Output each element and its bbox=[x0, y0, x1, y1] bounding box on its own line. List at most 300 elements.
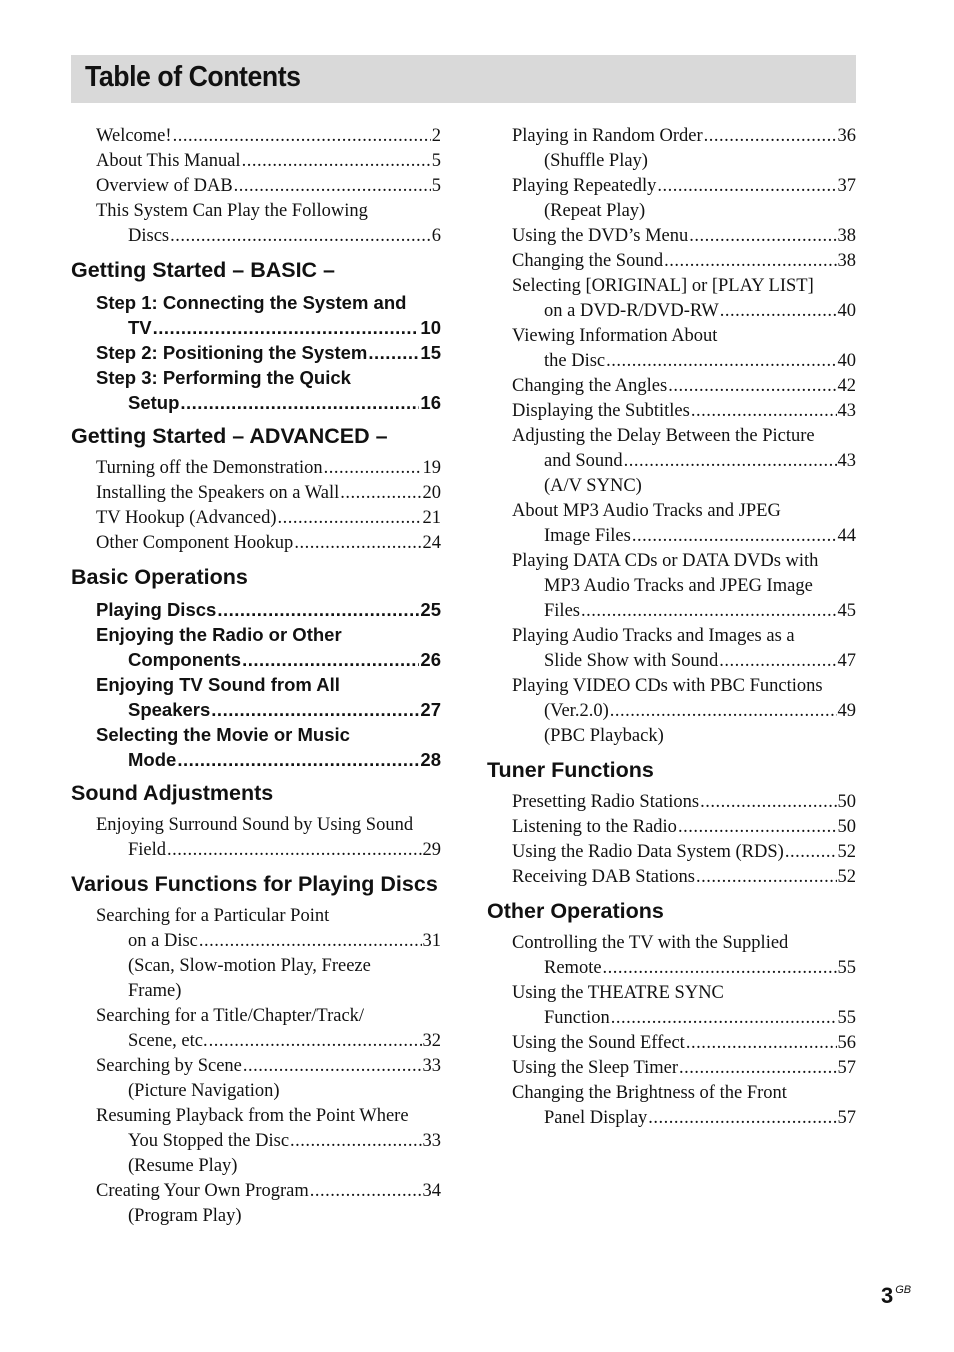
dot-leader bbox=[177, 747, 419, 772]
entry-line bbox=[96, 174, 441, 199]
entry-page-number: 45 bbox=[837, 601, 856, 621]
entry-list bbox=[487, 124, 856, 749]
entry-title: Selecting [ORIGINAL] or [PLAY LIST] bbox=[512, 276, 814, 296]
entry-title: Receiving DAB Stations bbox=[512, 867, 695, 887]
entry-title: You Stopped the Disc bbox=[128, 1131, 290, 1151]
dot-leader bbox=[678, 815, 837, 840]
entry-note-text: (Picture Navigation) bbox=[128, 1081, 280, 1101]
entry-list bbox=[71, 904, 441, 1229]
entry-title: This System Can Play the Following bbox=[96, 201, 368, 221]
page-title: Table of Contents bbox=[85, 61, 301, 93]
dot-leader bbox=[199, 929, 422, 954]
entry-title: Overview of DAB bbox=[96, 176, 233, 196]
entry-list bbox=[71, 290, 441, 415]
entry-title: Panel Display bbox=[544, 1108, 648, 1128]
entry-title: Playing VIDEO CDs with PBC Functions bbox=[512, 676, 823, 696]
entry-title: Image Files bbox=[544, 526, 631, 546]
entry-line bbox=[96, 365, 441, 390]
entry-note bbox=[96, 1154, 441, 1179]
entry-page-number: 55 bbox=[837, 1008, 856, 1028]
section-heading: Getting Started – ADVANCED – bbox=[71, 424, 388, 448]
entry-line bbox=[96, 1129, 441, 1154]
toc-entry[interactable] bbox=[96, 722, 441, 772]
entry-line bbox=[96, 813, 441, 838]
entry-line bbox=[512, 1006, 856, 1031]
entry-line bbox=[96, 124, 441, 149]
entry-title: Searching for a Title/Chapter/Track/ bbox=[96, 1006, 365, 1026]
entry-title: Selecting the Movie or Music bbox=[96, 724, 350, 745]
dot-leader bbox=[167, 838, 421, 863]
entry-line bbox=[512, 1031, 856, 1056]
entry-line bbox=[512, 224, 856, 249]
toc-entry[interactable] bbox=[96, 1054, 441, 1104]
entry-title: Listening to the Radio bbox=[512, 817, 677, 837]
entry-line bbox=[512, 981, 856, 1006]
entry-line bbox=[512, 624, 856, 649]
entry-title: on a Disc bbox=[128, 931, 198, 951]
entry-line bbox=[96, 1054, 441, 1079]
entry-note-text: (Scan, Slow-motion Play, Freeze bbox=[128, 956, 371, 976]
section-heading: Tuner Functions bbox=[487, 758, 654, 782]
entry-line bbox=[96, 1104, 441, 1129]
dot-leader bbox=[704, 124, 837, 149]
entry-note-text: (Resume Play) bbox=[128, 1156, 238, 1176]
entry-title: Using the THEATRE SYNC bbox=[512, 983, 724, 1003]
entry-page-number: 16 bbox=[420, 392, 441, 413]
toc-column-left bbox=[71, 124, 441, 1229]
entry-line bbox=[512, 424, 856, 449]
section-heading: Other Operations bbox=[487, 899, 664, 923]
toc-entry[interactable] bbox=[512, 424, 856, 499]
toc-section bbox=[487, 124, 856, 749]
dot-leader bbox=[217, 597, 419, 622]
toc-entry[interactable] bbox=[512, 549, 856, 624]
entry-line bbox=[96, 647, 441, 672]
entry-page-number: 44 bbox=[837, 526, 856, 546]
entry-note-text: (PBC Playback) bbox=[544, 726, 664, 746]
toc-entry[interactable] bbox=[512, 399, 856, 424]
entry-line bbox=[96, 1029, 441, 1054]
entry-note-text: (Program Play) bbox=[128, 1206, 242, 1226]
entry-page-number: 37 bbox=[837, 176, 856, 196]
dot-leader bbox=[209, 1029, 422, 1054]
entry-note bbox=[512, 199, 856, 224]
toc-section bbox=[71, 780, 441, 863]
entry-page-number: 34 bbox=[422, 1181, 441, 1201]
dot-leader bbox=[611, 1006, 837, 1031]
entry-line bbox=[512, 865, 856, 890]
entry-page-number: 26 bbox=[420, 649, 441, 670]
entry-line bbox=[512, 931, 856, 956]
entry-page-number: 50 bbox=[837, 792, 856, 812]
entry-page-number: 49 bbox=[837, 701, 856, 721]
entry-line bbox=[512, 274, 856, 299]
dot-leader bbox=[686, 1031, 837, 1056]
entry-line bbox=[512, 699, 856, 724]
dot-leader bbox=[657, 174, 836, 199]
dot-leader bbox=[624, 449, 837, 474]
entry-page-number: 57 bbox=[837, 1108, 856, 1128]
entry-title: Using the Sleep Timer bbox=[512, 1058, 678, 1078]
entry-title: Searching for a Particular Point bbox=[96, 906, 330, 926]
entry-page-number: 40 bbox=[837, 301, 856, 321]
entry-page-number: 43 bbox=[837, 401, 856, 421]
dot-leader bbox=[180, 390, 419, 415]
entry-title: Files bbox=[544, 601, 580, 621]
toc-entry[interactable] bbox=[96, 506, 441, 531]
toc-entry[interactable] bbox=[96, 597, 441, 622]
toc-entry[interactable] bbox=[96, 622, 441, 672]
dot-leader bbox=[632, 524, 837, 549]
toc-entry[interactable] bbox=[96, 365, 441, 415]
section-heading: Basic Operations bbox=[71, 565, 248, 589]
entry-line bbox=[96, 722, 441, 747]
entry-line bbox=[512, 549, 856, 574]
page-number bbox=[881, 1283, 911, 1309]
entry-line bbox=[96, 149, 441, 174]
entry-note bbox=[96, 1079, 441, 1104]
toc-entry[interactable] bbox=[512, 499, 856, 549]
entry-page-number: 20 bbox=[422, 483, 441, 503]
entry-title: Enjoying Surround Sound by Using Sound bbox=[96, 815, 414, 835]
entry-line bbox=[512, 1106, 856, 1131]
entry-line bbox=[512, 124, 856, 149]
entry-list bbox=[487, 931, 856, 1131]
dot-leader bbox=[234, 174, 431, 199]
entry-title: and Sound bbox=[544, 451, 623, 471]
toc-entry[interactable] bbox=[96, 174, 441, 199]
entry-line bbox=[512, 674, 856, 699]
entry-title: Playing in Random Order bbox=[512, 126, 703, 146]
entry-page-number: 42 bbox=[837, 376, 856, 396]
entry-line bbox=[96, 1004, 441, 1029]
entry-title: Field bbox=[128, 840, 167, 860]
entry-line bbox=[512, 349, 856, 374]
entry-note bbox=[96, 1204, 441, 1229]
toc-entry[interactable] bbox=[512, 249, 856, 274]
dot-leader bbox=[278, 506, 422, 531]
entry-page-number: 50 bbox=[837, 817, 856, 837]
toc-entry[interactable] bbox=[96, 124, 441, 149]
entry-line bbox=[512, 1056, 856, 1081]
toc-entry[interactable] bbox=[96, 1104, 441, 1179]
entry-list bbox=[71, 124, 441, 249]
toc-entry[interactable] bbox=[512, 840, 856, 865]
toc-entry[interactable] bbox=[512, 124, 856, 174]
entry-page-number: 32 bbox=[422, 1031, 441, 1051]
entry-line bbox=[96, 838, 441, 863]
entry-note bbox=[512, 149, 856, 174]
toc-entry[interactable] bbox=[512, 224, 856, 249]
entry-line bbox=[512, 574, 856, 599]
entry-line bbox=[96, 904, 441, 929]
entry-line bbox=[512, 374, 856, 399]
entry-page-number: 5 bbox=[431, 176, 441, 196]
entry-title: Step 3: Performing the Quick bbox=[96, 367, 351, 388]
entry-page-number: 57 bbox=[837, 1058, 856, 1078]
dot-leader bbox=[696, 865, 837, 890]
toc-entry[interactable] bbox=[96, 813, 441, 863]
toc-entry[interactable] bbox=[512, 1056, 856, 1081]
entry-list bbox=[71, 813, 441, 863]
toc-entry[interactable] bbox=[512, 624, 856, 674]
entry-list bbox=[487, 790, 856, 890]
entry-line bbox=[96, 456, 441, 481]
toc-entry[interactable] bbox=[96, 340, 441, 365]
toc-entry[interactable] bbox=[512, 865, 856, 890]
entry-line bbox=[512, 599, 856, 624]
entry-title: Installing the Speakers on a Wall bbox=[96, 483, 340, 503]
entry-line bbox=[512, 649, 856, 674]
entry-line bbox=[512, 1081, 856, 1106]
entry-line bbox=[512, 324, 856, 349]
toc-entry[interactable] bbox=[96, 904, 441, 1004]
toc-entry[interactable] bbox=[96, 149, 441, 174]
dot-leader bbox=[242, 647, 419, 672]
page-number-value: 3 bbox=[881, 1283, 894, 1308]
dot-leader bbox=[785, 840, 837, 865]
entry-page-number: 29 bbox=[422, 840, 441, 860]
entry-title: Using the DVD’s Menu bbox=[512, 226, 689, 246]
dot-leader bbox=[310, 1179, 422, 1204]
entry-title: Changing the Angles bbox=[512, 376, 668, 396]
dot-leader bbox=[243, 1054, 422, 1079]
dot-leader bbox=[340, 481, 421, 506]
entry-note-text: (Shuffle Play) bbox=[544, 151, 648, 171]
entry-line bbox=[96, 506, 441, 531]
entry-page-number: 43 bbox=[837, 451, 856, 471]
entry-note bbox=[512, 474, 856, 499]
dot-leader bbox=[368, 340, 419, 365]
entry-line bbox=[512, 524, 856, 549]
entry-line bbox=[96, 199, 441, 224]
dot-leader bbox=[648, 1106, 836, 1131]
entry-title: Function bbox=[544, 1008, 610, 1028]
entry-line bbox=[96, 340, 441, 365]
entry-title: Using the Radio Data System (RDS) bbox=[512, 842, 784, 862]
dot-leader bbox=[581, 599, 837, 624]
entry-line bbox=[96, 597, 441, 622]
entry-page-number: 31 bbox=[422, 931, 441, 951]
toc-entry[interactable] bbox=[96, 672, 441, 722]
toc-entry[interactable] bbox=[512, 931, 856, 981]
dot-leader bbox=[606, 349, 836, 374]
entry-note bbox=[96, 979, 441, 1004]
dot-leader bbox=[719, 649, 836, 674]
entry-line bbox=[512, 790, 856, 815]
entry-note-text: (A/V SYNC) bbox=[544, 476, 642, 496]
entry-page-number: 21 bbox=[422, 508, 441, 528]
page-number-suffix: GB bbox=[895, 1284, 912, 1296]
entry-page-number: 10 bbox=[420, 317, 441, 338]
toc-column-right bbox=[487, 124, 856, 1131]
entry-page-number: 52 bbox=[837, 842, 856, 862]
entry-title: Playing DATA CDs or DATA DVDs with bbox=[512, 551, 819, 571]
entry-page-number: 5 bbox=[431, 151, 441, 171]
entry-page-number: 33 bbox=[422, 1056, 441, 1076]
toc-entry[interactable] bbox=[512, 815, 856, 840]
entry-title: TV Hookup (Advanced) bbox=[96, 508, 277, 528]
toc-entry[interactable] bbox=[96, 290, 441, 340]
entry-line bbox=[96, 929, 441, 954]
dot-leader bbox=[679, 1056, 837, 1081]
entry-title: Enjoying TV Sound from All bbox=[96, 674, 340, 695]
toc-entry[interactable] bbox=[512, 324, 856, 374]
entry-title: Playing Repeatedly bbox=[512, 176, 657, 196]
entry-line bbox=[512, 449, 856, 474]
toc-entry[interactable] bbox=[512, 174, 856, 224]
entry-title: Viewing Information About bbox=[512, 326, 718, 346]
entry-list bbox=[71, 597, 441, 772]
entry-title: Playing Audio Tracks and Images as a bbox=[512, 626, 795, 646]
dot-leader bbox=[173, 124, 431, 149]
entry-title: Discs bbox=[128, 226, 170, 246]
dot-leader bbox=[170, 224, 431, 249]
dot-leader bbox=[324, 456, 422, 481]
entry-title: (Ver.2.0) bbox=[544, 701, 609, 721]
entry-title: Creating Your Own Program bbox=[96, 1181, 309, 1201]
entry-note-text: (Repeat Play) bbox=[544, 201, 646, 221]
entry-page-number: 47 bbox=[837, 651, 856, 671]
entry-page-number: 24 bbox=[422, 533, 441, 553]
dot-leader bbox=[691, 399, 837, 424]
entry-page-number: 15 bbox=[420, 342, 441, 363]
entry-page-number: 33 bbox=[422, 1131, 441, 1151]
entry-line bbox=[96, 531, 441, 556]
entry-line bbox=[96, 697, 441, 722]
entry-title: Controlling the TV with the Supplied bbox=[512, 933, 789, 953]
entry-page-number: 28 bbox=[420, 749, 441, 770]
entry-title: Other Component Hookup bbox=[96, 533, 294, 553]
entry-page-number: 38 bbox=[837, 251, 856, 271]
entry-list bbox=[71, 456, 441, 556]
toc-entry[interactable] bbox=[512, 674, 856, 749]
entry-line bbox=[512, 399, 856, 424]
section-heading: Various Functions for Playing Discs bbox=[71, 872, 438, 896]
dot-leader bbox=[242, 149, 431, 174]
dot-leader bbox=[153, 315, 420, 340]
dot-leader bbox=[290, 1129, 421, 1154]
entry-title: About This Manual bbox=[96, 151, 241, 171]
entry-line bbox=[96, 747, 441, 772]
toc-entry[interactable] bbox=[96, 199, 441, 249]
entry-title: Changing the Brightness of the Front bbox=[512, 1083, 787, 1103]
entry-page-number: 6 bbox=[431, 226, 441, 246]
entry-title: Presetting Radio Stations bbox=[512, 792, 700, 812]
entry-page-number: 19 bbox=[422, 458, 441, 478]
toc-section bbox=[71, 257, 441, 415]
toc-section bbox=[71, 871, 441, 1229]
entry-title: the Disc bbox=[544, 351, 606, 371]
toc-section bbox=[487, 757, 856, 890]
entry-title: Mode bbox=[128, 749, 177, 770]
entry-page-number: 38 bbox=[837, 226, 856, 246]
entry-line bbox=[96, 290, 441, 315]
entry-title: Remote bbox=[544, 958, 602, 978]
entry-page-number: 25 bbox=[420, 599, 441, 620]
entry-title: Changing the Sound bbox=[512, 251, 664, 271]
entry-title: TV bbox=[128, 317, 152, 338]
entry-page-number: 40 bbox=[837, 351, 856, 371]
entry-line bbox=[96, 1179, 441, 1204]
dot-leader bbox=[689, 224, 836, 249]
toc-entry[interactable] bbox=[96, 1179, 441, 1229]
entry-title: Adjusting the Delay Between the Picture bbox=[512, 426, 815, 446]
entry-line bbox=[96, 224, 441, 249]
entry-note bbox=[96, 954, 441, 979]
entry-line bbox=[512, 956, 856, 981]
toc-entry[interactable] bbox=[96, 531, 441, 556]
entry-title: Step 2: Positioning the System bbox=[96, 342, 368, 363]
toc-entry[interactable] bbox=[512, 274, 856, 324]
dot-leader bbox=[700, 790, 836, 815]
entry-title: Scene, etc. bbox=[128, 1031, 208, 1051]
entry-title: MP3 Audio Tracks and JPEG Image bbox=[544, 576, 813, 596]
entry-line bbox=[512, 499, 856, 524]
toc-entry[interactable] bbox=[512, 790, 856, 815]
entry-title: Searching by Scene bbox=[96, 1056, 242, 1076]
entry-page-number: 55 bbox=[837, 958, 856, 978]
title-bar bbox=[71, 55, 856, 103]
entry-line bbox=[512, 815, 856, 840]
entry-title: Slide Show with Sound bbox=[544, 651, 719, 671]
section-heading: Getting Started – BASIC – bbox=[71, 258, 336, 282]
entry-title: Using the Sound Effect bbox=[512, 1033, 685, 1053]
dot-leader bbox=[294, 531, 421, 556]
entry-title: Turning off the Demonstration bbox=[96, 458, 323, 478]
toc-entry[interactable] bbox=[512, 981, 856, 1031]
entry-title: on a DVD-R/DVD-RW bbox=[544, 301, 719, 321]
entry-line bbox=[96, 622, 441, 647]
entry-title: Speakers bbox=[128, 699, 211, 720]
toc-section bbox=[71, 124, 441, 249]
toc-entry[interactable] bbox=[96, 456, 441, 481]
entry-line bbox=[96, 390, 441, 415]
toc-section bbox=[487, 898, 856, 1131]
dot-leader bbox=[664, 249, 836, 274]
entry-title: Step 1: Connecting the System and bbox=[96, 292, 407, 313]
toc-entry[interactable] bbox=[96, 481, 441, 506]
entry-title: Resuming Playback from the Point Where bbox=[96, 1106, 409, 1126]
toc-entry[interactable] bbox=[512, 1081, 856, 1131]
entry-title: Welcome! bbox=[96, 126, 172, 146]
entry-note bbox=[512, 724, 856, 749]
entry-page-number: 36 bbox=[837, 126, 856, 146]
toc-entry[interactable] bbox=[512, 1031, 856, 1056]
entry-title: Components bbox=[128, 649, 242, 670]
entry-page-number: 56 bbox=[837, 1033, 856, 1053]
section-heading: Sound Adjustments bbox=[71, 781, 274, 805]
entry-line bbox=[512, 299, 856, 324]
entry-line bbox=[96, 672, 441, 697]
entry-page-number: 27 bbox=[420, 699, 441, 720]
entry-note-text: Frame) bbox=[128, 981, 182, 1001]
entry-line bbox=[512, 840, 856, 865]
toc-entry[interactable] bbox=[512, 374, 856, 399]
entry-title: Enjoying the Radio or Other bbox=[96, 624, 342, 645]
toc-section bbox=[71, 423, 441, 556]
entry-title: Setup bbox=[128, 392, 180, 413]
toc-entry[interactable] bbox=[96, 1004, 441, 1054]
entry-line bbox=[96, 315, 441, 340]
entry-title: Playing Discs bbox=[96, 599, 217, 620]
entry-page-number: 2 bbox=[431, 126, 441, 146]
toc-section bbox=[71, 564, 441, 772]
dot-leader bbox=[668, 374, 836, 399]
entry-line bbox=[96, 481, 441, 506]
entry-page-number: 52 bbox=[837, 867, 856, 887]
entry-title: About MP3 Audio Tracks and JPEG bbox=[512, 501, 781, 521]
